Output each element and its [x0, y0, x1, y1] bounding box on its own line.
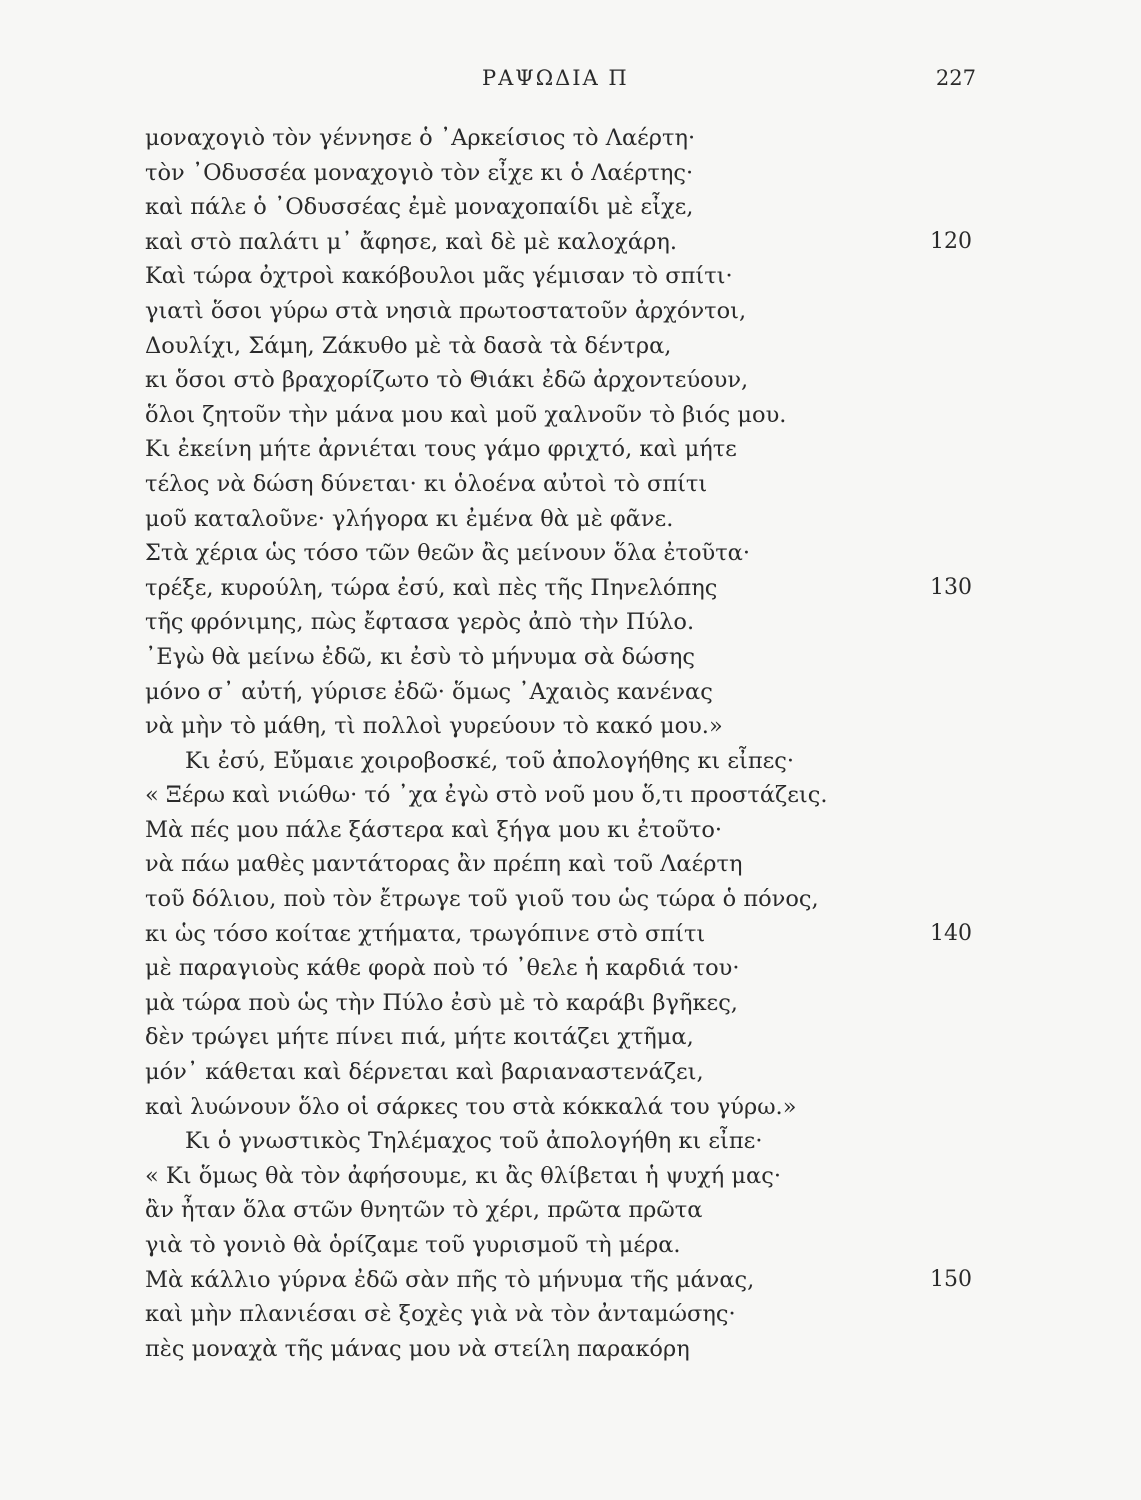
verse-line [145, 1297, 985, 1332]
verse-line [145, 467, 985, 502]
verse-text: Κι ἐκείνη μήτε ἀρνιέται τους γάμο φριχτό, καὶ μήτε [145, 436, 737, 463]
verse-text: μὰ τώρα ποὺ ὡς τὴν Πύλο ἐσὺ μὲ τὸ καράβι βγῆκες, [145, 989, 738, 1016]
verse-line [145, 675, 985, 710]
verse-text: κι ὡς τόσο κοίταε χτήματα, τρωγόπινε στὸ σπίτι [145, 920, 706, 947]
verse-text: μὲ παραγιοὺς κάθε φορὰ ποὺ τό ᾿θελε ἡ καρδιά του· [145, 955, 740, 982]
verse-line [145, 536, 985, 571]
verse-text: καὶ λυώνουν ὅλο οἱ σάρκες του στὰ κόκκαλά του γύρω.» [145, 1093, 797, 1120]
verse-text: Κι ὁ γνωστικὸς Τηλέμαχος τοῦ ἀπολογήθη κι εἶπε· [185, 1128, 763, 1155]
verse-text: νὰ πάω μαθὲς μαντάτορας ἂν πρέπη καὶ τοῦ Λαέρτη [145, 851, 743, 878]
verse-text: τῆς φρόνιμης, πὼς ἔφτασα γερὸς ἀπὸ τὴν Πύλο. [145, 609, 695, 636]
verse-line [145, 259, 985, 294]
verse-text: « Κι ὅμως θὰ τὸν ἀφήσουμε, κι ἂς θλίβεται ἡ ψυχή μας· [145, 1162, 781, 1189]
verse-line [145, 778, 985, 813]
verse-text: « Ξέρω καὶ νιώθω· τό ᾿χα ἐγὼ στὸ νοῦ μου ὅ,τι προστάζεις. [145, 782, 828, 809]
line-number: 130 [930, 574, 972, 600]
verse-line [145, 571, 985, 606]
verse-line [145, 1124, 985, 1159]
verse-text: μοναχογιὸ τὸν γέννησε ὁ ᾿Αρκείσιος τὸ Λαέρτη· [145, 125, 696, 151]
verse-text: δὲν τρώγει μήτε πίνει πιά, μήτε κοιτάζει χτῆμα, [145, 1024, 694, 1051]
verse-line [145, 813, 985, 848]
verse-line [145, 225, 985, 260]
verse-line [145, 121, 985, 156]
poem-body [145, 121, 985, 1366]
verse-line [145, 1020, 985, 1055]
verse-text: ᾿Εγὼ θὰ μείνω ἐδῶ, κι ἐσὺ τὸ μήνυμα σὰ δώσης [145, 643, 695, 670]
verse-line [145, 1090, 985, 1125]
verse-line [145, 432, 985, 467]
verse-line [145, 951, 985, 986]
verse-text: καὶ μὴν πλανιέσαι σὲ ξοχὲς γιὰ νὰ τὸν ἀνταμώσης· [145, 1301, 736, 1328]
verse-text: καὶ πάλε ὁ ᾿Οδυσσέας ἐμὲ μοναχοπαίδι μὲ εἶχε, [145, 194, 694, 221]
line-number: 120 [930, 228, 972, 254]
verse-line [145, 1193, 985, 1228]
line-number: 150 [930, 1266, 972, 1292]
running-title: ΡΑΨΩΔΙΑ Π [482, 66, 629, 90]
verse-line [145, 363, 985, 398]
verse-line [145, 502, 985, 537]
verse-text: μοῦ καταλοῦνε· γλήγορα κι ἐμένα θὰ μὲ φᾶνε. [145, 505, 674, 532]
verse-line [145, 1159, 985, 1194]
verse-line [145, 986, 985, 1021]
verse-text: ὅλοι ζητοῦν τὴν μάνα μου καὶ μοῦ χαλνοῦν τὸ βιός μου. [145, 401, 787, 428]
verse-line [145, 917, 985, 952]
verse-line [145, 709, 985, 744]
verse-line [145, 156, 985, 191]
verse-line [145, 1228, 985, 1263]
verse-text: τοῦ δόλιου, ποὺ τὸν ἔτρωγε τοῦ γιοῦ του ὡς τώρα ὁ πόνος, [145, 886, 819, 913]
verse-text: καὶ στὸ παλάτι μ᾿ ἄφησε, καὶ δὲ μὲ καλοχάρη. [145, 228, 677, 255]
verse-line [145, 398, 985, 433]
verse-text: Κι ἐσύ, Εὔμαιε χοιροβοσκέ, τοῦ ἀπολογήθης κι εἶπες· [185, 747, 795, 774]
verse-line [145, 1332, 985, 1367]
verse-text: Στὰ χέρια ὡς τόσο τῶν θεῶν ἂς μείνουν ὅλα ἐτοῦτα· [145, 540, 751, 567]
verse-text: μόνο σ᾿ αὐτή, γύρισε ἐδῶ· ὅμως ᾿Αχαιὸς κανένας [145, 678, 713, 705]
verse-line [145, 294, 985, 329]
page-header [0, 58, 1141, 98]
verse-line [145, 744, 985, 779]
verse-line [145, 605, 985, 640]
verse-line [145, 640, 985, 675]
verse-text: νὰ μὴν τὸ μάθη, τὶ πολλοὶ γυρεύουν τὸ κακό μου.» [145, 713, 723, 740]
verse-text: ἂν ἦταν ὅλα στῶν θνητῶν τὸ χέρι, πρῶτα πρῶτα [145, 1197, 703, 1224]
verse-text: μόν᾿ κάθεται καὶ δέρνεται καὶ βαριαναστενάζει, [145, 1059, 704, 1086]
verse-line [145, 1263, 985, 1298]
verse-line [145, 1055, 985, 1090]
verse-text: πὲς μοναχὰ τῆς μάνας μου νὰ στείλη παρακόρη [145, 1335, 690, 1362]
verse-text: Μὰ κάλλιο γύρνα ἐδῶ σὰν πῆς τὸ μήνυμα τῆς μάνας, [145, 1266, 755, 1293]
verse-text: τρέξε, κυρούλη, τώρα ἐσύ, καὶ πὲς τῆς Πηνελόπης [145, 574, 718, 601]
verse-text: τὸν ᾿Οδυσσέα μοναχογιὸ τὸν εἶχε κι ὁ Λαέρτης· [145, 159, 694, 186]
verse-text: Μὰ πές μου πάλε ξάστερα καὶ ξήγα μου κι ἐτοῦτο· [145, 816, 723, 843]
verse-line [145, 329, 985, 364]
verse-text: Δουλίχι, Σάμη, Ζάκυθο μὲ τὰ δασὰ τὰ δέντρα, [145, 332, 672, 359]
verse-line [145, 882, 985, 917]
verse-text: κι ὅσοι στὸ βραχορίζωτο τὸ Θιάκι ἐδῶ ἀρχοντεύουν, [145, 367, 749, 394]
verse-text: τέλος νὰ δώση δύνεται· κι ὁλοένα αὐτοὶ τὸ σπίτι [145, 470, 708, 497]
verse-line [145, 190, 985, 225]
verse-text: Καὶ τώρα ὀχτροὶ κακόβουλοι μᾶς γέμισαν τὸ σπίτι· [145, 263, 733, 290]
verse-line [145, 847, 985, 882]
verse-text: γιὰ τὸ γονιὸ θὰ ὁρίζαμε τοῦ γυρισμοῦ τὴ μέρα. [145, 1232, 681, 1258]
line-number: 140 [930, 920, 972, 946]
page-number: 227 [935, 66, 976, 90]
verse-text: γιατὶ ὅσοι γύρω στὰ νησιὰ πρωτοστατοῦν ἀρχόντοι, [145, 297, 747, 324]
